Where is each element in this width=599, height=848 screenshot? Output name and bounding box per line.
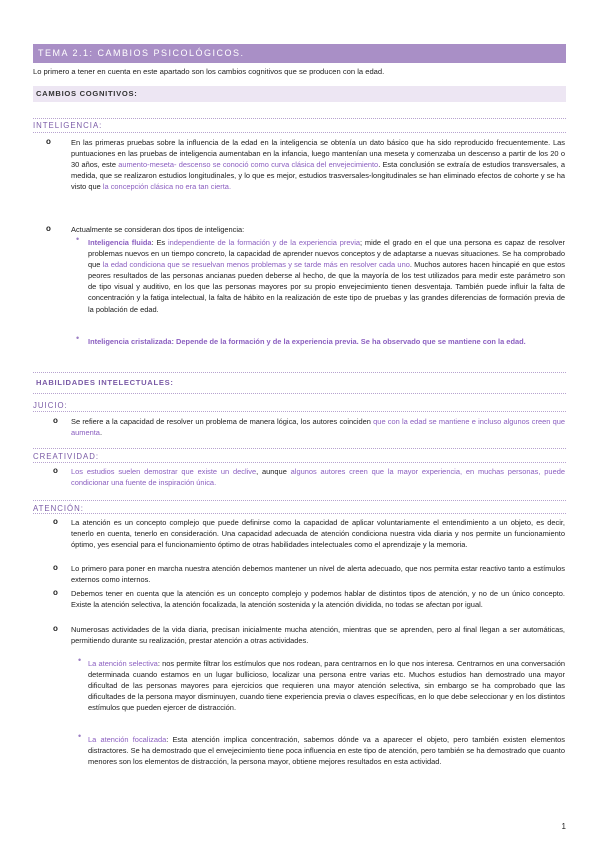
heading-atencion: ATENCIÓN: [33,504,84,513]
page-title: TEMA 2.1: CAMBIOS PSICOLÓGICOS. [33,44,566,63]
bullet-icon: o [53,624,58,633]
heading-creatividad: CREATIVIDAD: [33,452,100,461]
bullet-icon: o [53,517,58,526]
divider [33,513,566,514]
paragraph-inteligencia-1: En las primeras pruebas sobre la influencia de la edad en la inteligencia se obtenía un dato básico que ha sido reproducido frecuentemente. Las puntuaciones en las pruebas de inteligencia aumentaban en la infancia, luego mantenían una meseta y comenzaba un descenso a partir de los 20 o 30 años, este aumento-meseta- descenso se conoció como curva clásica del envejecimiento. Esta conclusión se extraía de estudios transversales, a medida, que se realizaron estudios longitudinales, y lo que es mejor, estudios trasversales-longitudinales se han eliminado efectos de cohorte y se ha visto que la concepción clásica no era tan cierta. [71,138,566,192]
bullet-icon: o [46,137,51,146]
paragraph-inteligencia-cristalizada: Inteligencia cristalizada: Depende de la formación y de la experiencia previa. Se ha observado que se mantiene con la edad. [88,337,526,346]
divider [33,372,566,373]
divider [33,448,566,449]
bullet-dot-icon: • [76,234,80,244]
bullet-dot-icon: • [76,333,80,343]
section-band-cognitivos: CAMBIOS COGNITIVOS: [33,86,566,102]
paragraph-inteligencia-2: Actualmente se consideran dos tipos de inteligencia: [71,225,245,234]
paragraph-juicio: Se refiere a la capacidad de resolver un problema de manera lógica, los autores coinciden que con la edad se mantiene e incluso algunos creen que aumenta. [71,417,565,438]
divider [33,118,566,119]
divider [33,411,566,412]
section-band-habilidades: HABILIDADES INTELECTUALES: [36,378,174,387]
paragraph-atencion-1: La atención es un concepto complejo que puede definirse como la capacidad de aplicar voluntariamente el entendimiento a un objeto, es decir, tenerlo en cuenta, tenerlo en consideración. Una capacidad adecuada de atención condiciona nuestra vida diaria y nos permite un funcionamiento óptimo, yes esencial para el funcionamiento óptimo de otras habilidades intelectuales como el aprendizaje y la memoria. [71,518,565,550]
paragraph-atencion-4: Numerosas actividades de la vida diaria, precisan inicialmente mucha atención, mientras que se aprenden, pero al final llegan a ser automáticas, permitiendo durante su realización, prestar atención a otras actividades. [71,625,565,646]
divider [33,500,566,501]
heading-juicio: JUICIO: [33,401,68,410]
paragraph-atencion-3: Debemos tener en cuenta que la atención es un concepto complejo y podemos hablar de distintos tipos de atención, y no de un único concepto. Existe la atención selectiva, la atención focalizada, la atención sostenida y la atención dividida, no todas se afectan por igual. [71,589,565,610]
divider [33,393,566,394]
divider [33,132,566,133]
divider [33,462,566,463]
paragraph-atencion-focalizada: La atención focalizada: Esta atención implica concentración, sabemos dónde va a aparecer el objeto, pero también existen elementos distractores. Se ha demostrado que el envejecimiento tiene poca influencia en este tipo de atención, pero también se ha demostrado que cuanto menores son los elementos de distracción, la persona mayor, obtiene mejores resultados en esta actividad. [88,735,565,767]
bullet-icon: o [53,563,58,572]
page-number: 1 [561,822,566,831]
bullet-dot-icon: • [78,655,82,665]
paragraph-creatividad: Los estudios suelen demostrar que existe un declive, aunque algunos autores creen que la mayor experiencia, en muchas personas, puede condicionar una fuente de inspiración única. [71,467,565,488]
intro-text: Lo primero a tener en cuenta en este apartado son los cambios cognitivos que se producen con la edad. [33,67,385,76]
paragraph-atencion-2: Lo primero para poner en marcha nuestra atención debemos mantener un nivel de alerta adecuado, que nos permita estar reactivo tanto a estímulos externos como internos. [71,564,565,585]
paragraph-atencion-selectiva: La atención selectiva: nos permite filtrar los estímulos que nos rodean, para centrarnos en lo que nos interesa. Centrarnos en una conversación determinada cuando estamos en un lugar bullicioso, localizar una persona entre varias etc. Muchos estudios han demostrado una mayor dificultad de las personas mayores para ejercicios que requieren una mayor atención selectiva, sin embargo se ha comprobado que las dificultades de la persona mayor disminuyen, cuando tiene experiencia previa o claves específicas, en lo que debe seleccionar y en los distintos estímulos que pueden ejercer de distracción. [88,659,565,713]
paragraph-inteligencia-fluida: Inteligencia fluida: Es independiente de la formación y de la experiencia previa; mide el grado en el que una persona es capaz de resolver problemas nuevos en un tiempo concreto, la capacidad de aprender nuevos conceptos y de adaptarse a nuevas situaciones. Se ha comprobado que la edad condiciona que se resuelvan menos problemas y se tarde más en resolver cada uno. Muchos autores hacen hincapié en que estos peores resultados de las personas ancianas pueden deberse al hecho, de que la mayoría de los test utilizados para medir este parámetro son de tipo visual y auditivo, en los que las personas mayores por su propio envejecimiento tienen desventaja. También puede influir la falta de concentración y la fatiga intelectual, la falta de hábito en la realización de este tipo de pruebas y las grandes diferencias de formación previa de la población de edad. [88,238,566,314]
bullet-icon: o [53,588,58,597]
bullet-icon: o [53,466,58,475]
bullet-icon: o [53,416,58,425]
bullet-icon: o [46,224,51,233]
heading-inteligencia: INTELIGENCIA: [33,121,103,130]
bullet-dot-icon: • [78,731,82,741]
